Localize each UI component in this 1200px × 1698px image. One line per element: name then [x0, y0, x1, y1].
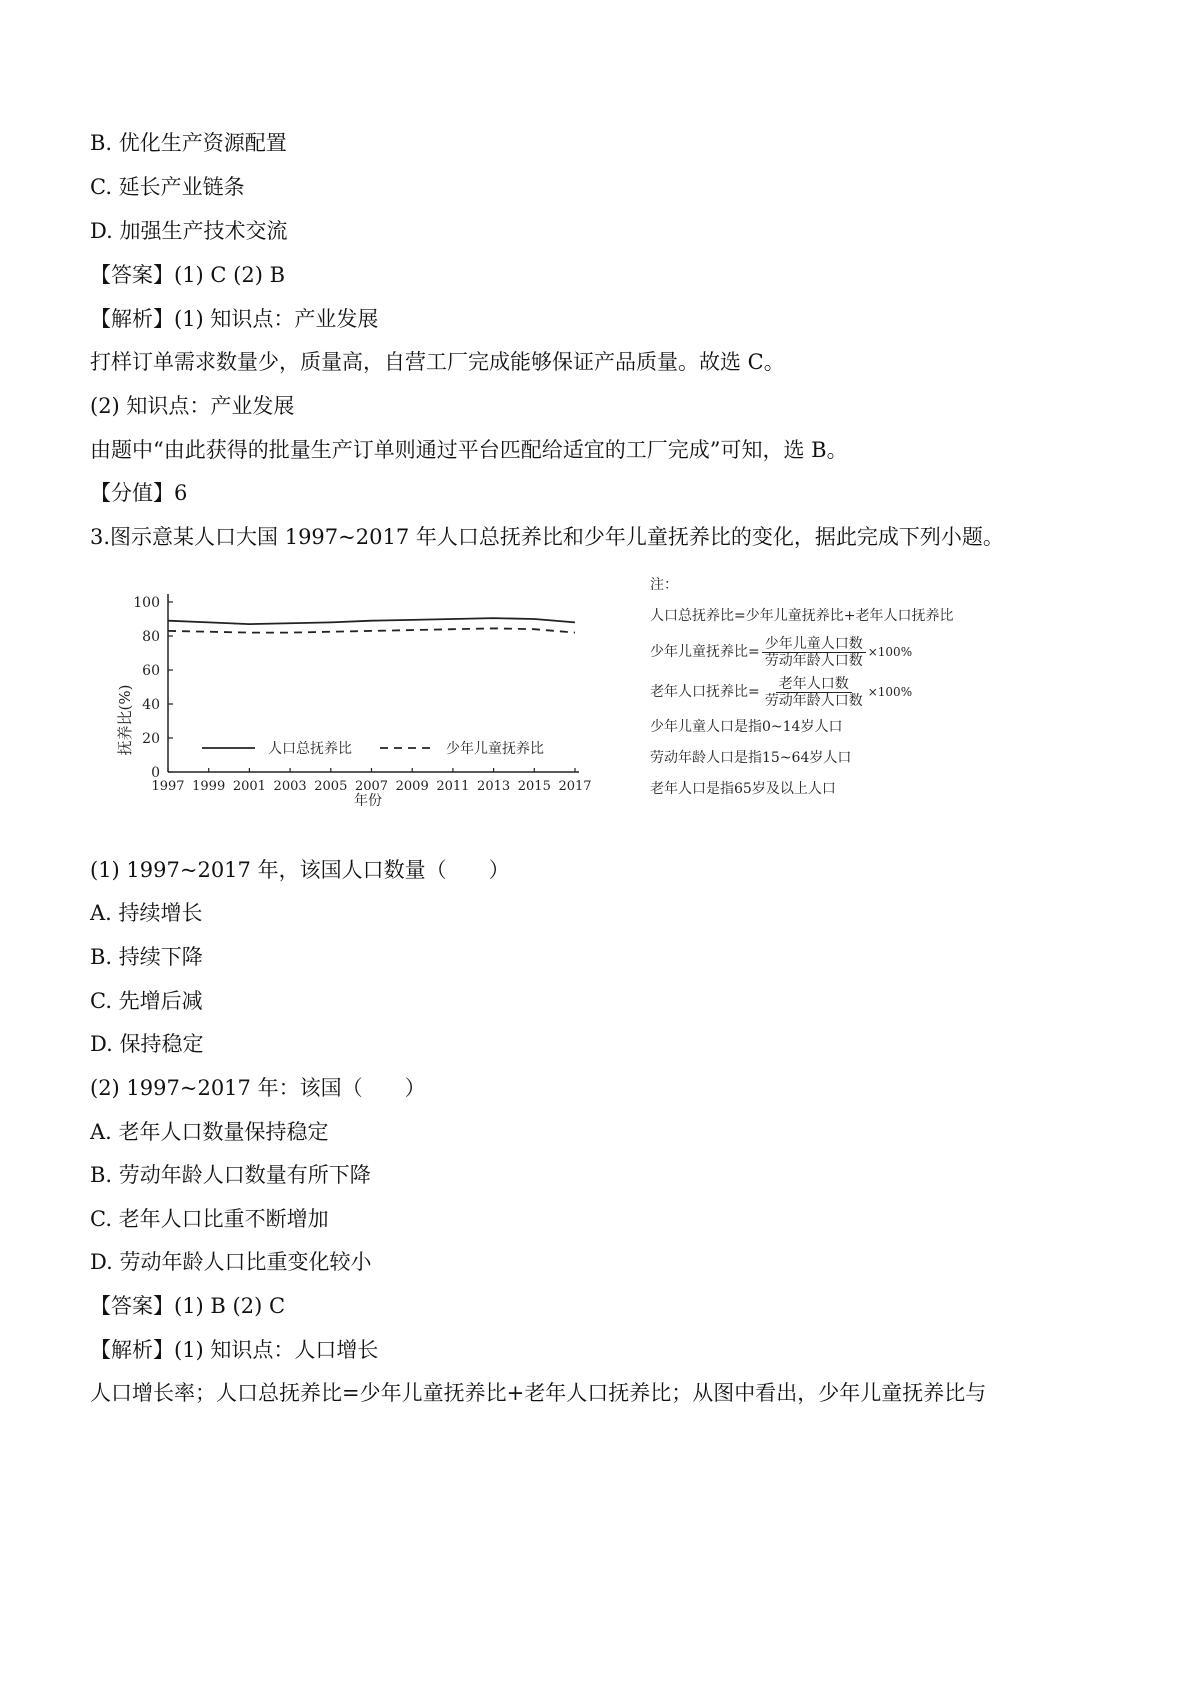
- chart-series: [168, 618, 575, 632]
- analysis-heading: 【解析】(1) 知识点：人口增长: [90, 1338, 379, 1362]
- x-tick-label: 1997: [151, 779, 185, 794]
- sub-question-1: (1) 1997~2017 年，该国人口数量（ ）: [90, 858, 510, 882]
- analysis-text: 打样订单需求数量少，质量高，自营工厂完成能够保证产品质量。故选 C。: [90, 350, 785, 374]
- option-a-text: A. 老年人口数量保持稳定: [90, 1120, 329, 1144]
- sub-question-2: (2) 1997~2017 年：该国（ ）: [90, 1076, 426, 1100]
- notes-def-old: 老年人口是指65岁及以上人口: [650, 781, 836, 797]
- option-d-text: D. 劳动年龄人口比重变化较小: [90, 1250, 372, 1274]
- chart-notes: [650, 570, 1050, 805]
- option-a-text: A. 持续增长: [90, 901, 203, 925]
- y-axis-ticks: [133, 595, 173, 781]
- child-ratio-multiplier: ×100%: [867, 644, 913, 659]
- child-ratio-numerator: 少年儿童人口数: [762, 636, 866, 653]
- x-tick-label: 2015: [517, 779, 551, 794]
- analysis-text: 人口增长率；人口总抚养比=少年儿童抚养比+老年人口抚养比；从图中看出，少年儿童抚养比与: [90, 1381, 987, 1405]
- legend-label-total: 人口总抚养比: [268, 741, 352, 757]
- notes-title: 注：: [650, 577, 678, 593]
- old-ratio-numerator: 老年人口数: [776, 676, 852, 693]
- option-b-text: B. 优化生产资源配置: [90, 131, 287, 155]
- x-tick-label: 2003: [273, 779, 307, 794]
- child-ratio-fraction: [762, 636, 866, 669]
- notes-formula-child: [650, 632, 1050, 672]
- option-c-text: C. 延长产业链条: [90, 175, 245, 199]
- old-ratio-denominator: 劳动年龄人口数: [764, 692, 863, 709]
- option-c-text: C. 老年人口比重不断增加: [90, 1207, 329, 1231]
- x-tick-label: 2007: [354, 779, 389, 794]
- series-line-child: [168, 628, 575, 632]
- notes-formula-total: 人口总抚养比=少年儿童抚养比+老年人口抚养比: [650, 608, 954, 624]
- option-d-text: D. 加强生产技术交流: [90, 219, 288, 243]
- option-d-text: D. 保持稳定: [90, 1032, 204, 1056]
- analysis-subheading: (2) 知识点：产业发展: [90, 394, 295, 418]
- notes-formula-old: [650, 672, 1050, 712]
- x-axis-label: 年份: [354, 793, 382, 809]
- old-ratio-fraction: [762, 676, 866, 709]
- answer-line: 【答案】(1) B (2) C: [90, 1294, 286, 1318]
- legend-label-child: 少年儿童抚养比: [446, 741, 544, 757]
- option-c-text: C. 先增后减: [90, 989, 203, 1013]
- answer-line: 【答案】(1) C (2) B: [90, 263, 286, 287]
- y-tick-label: 40: [142, 697, 160, 713]
- series-line-total: [168, 618, 575, 624]
- analysis-text: 由题中“由此获得的批量生产订单则通过平台匹配给适宜的工厂完成”可知，选 B。: [90, 438, 848, 462]
- x-tick-label: 2011: [436, 779, 470, 794]
- option-b-text: B. 劳动年龄人口数量有所下降: [90, 1163, 371, 1187]
- y-tick-label: 80: [142, 629, 160, 645]
- x-tick-label: 1999: [192, 779, 226, 794]
- question-stem: 3.图示意某人口大国 1997~2017 年人口总抚养比和少年儿童抚养比的变化，据此完成下列小题。: [90, 525, 1004, 549]
- y-tick-label: 20: [142, 731, 160, 747]
- old-ratio-label: 老年人口抚养比=: [650, 683, 760, 700]
- y-axis-label: 抚养比(%): [116, 684, 134, 756]
- chart-legend: [202, 740, 544, 757]
- notes-def-child: 少年儿童人口是指0~14岁人口: [650, 719, 843, 735]
- x-tick-label: 2017: [558, 779, 592, 794]
- y-tick-label: 100: [133, 595, 160, 611]
- old-ratio-multiplier: ×100%: [867, 684, 913, 699]
- child-ratio-label: 少年儿童抚养比=: [650, 643, 760, 660]
- y-tick-label: 60: [142, 663, 160, 679]
- child-ratio-denominator: 劳动年龄人口数: [764, 652, 863, 669]
- y-tick-label: 0: [151, 765, 160, 781]
- notes-def-work: 劳动年龄人口是指15~64岁人口: [650, 750, 852, 766]
- score-line: 【分值】6: [90, 481, 188, 505]
- x-tick-label: 2001: [232, 779, 266, 794]
- dependency-ratio-chart: [90, 572, 610, 812]
- option-b-text: B. 持续下降: [90, 945, 203, 969]
- x-tick-label: 2009: [395, 779, 429, 794]
- x-tick-label: 2013: [477, 779, 511, 794]
- x-tick-label: 2005: [314, 779, 348, 794]
- analysis-heading: 【解析】(1) 知识点：产业发展: [90, 307, 379, 331]
